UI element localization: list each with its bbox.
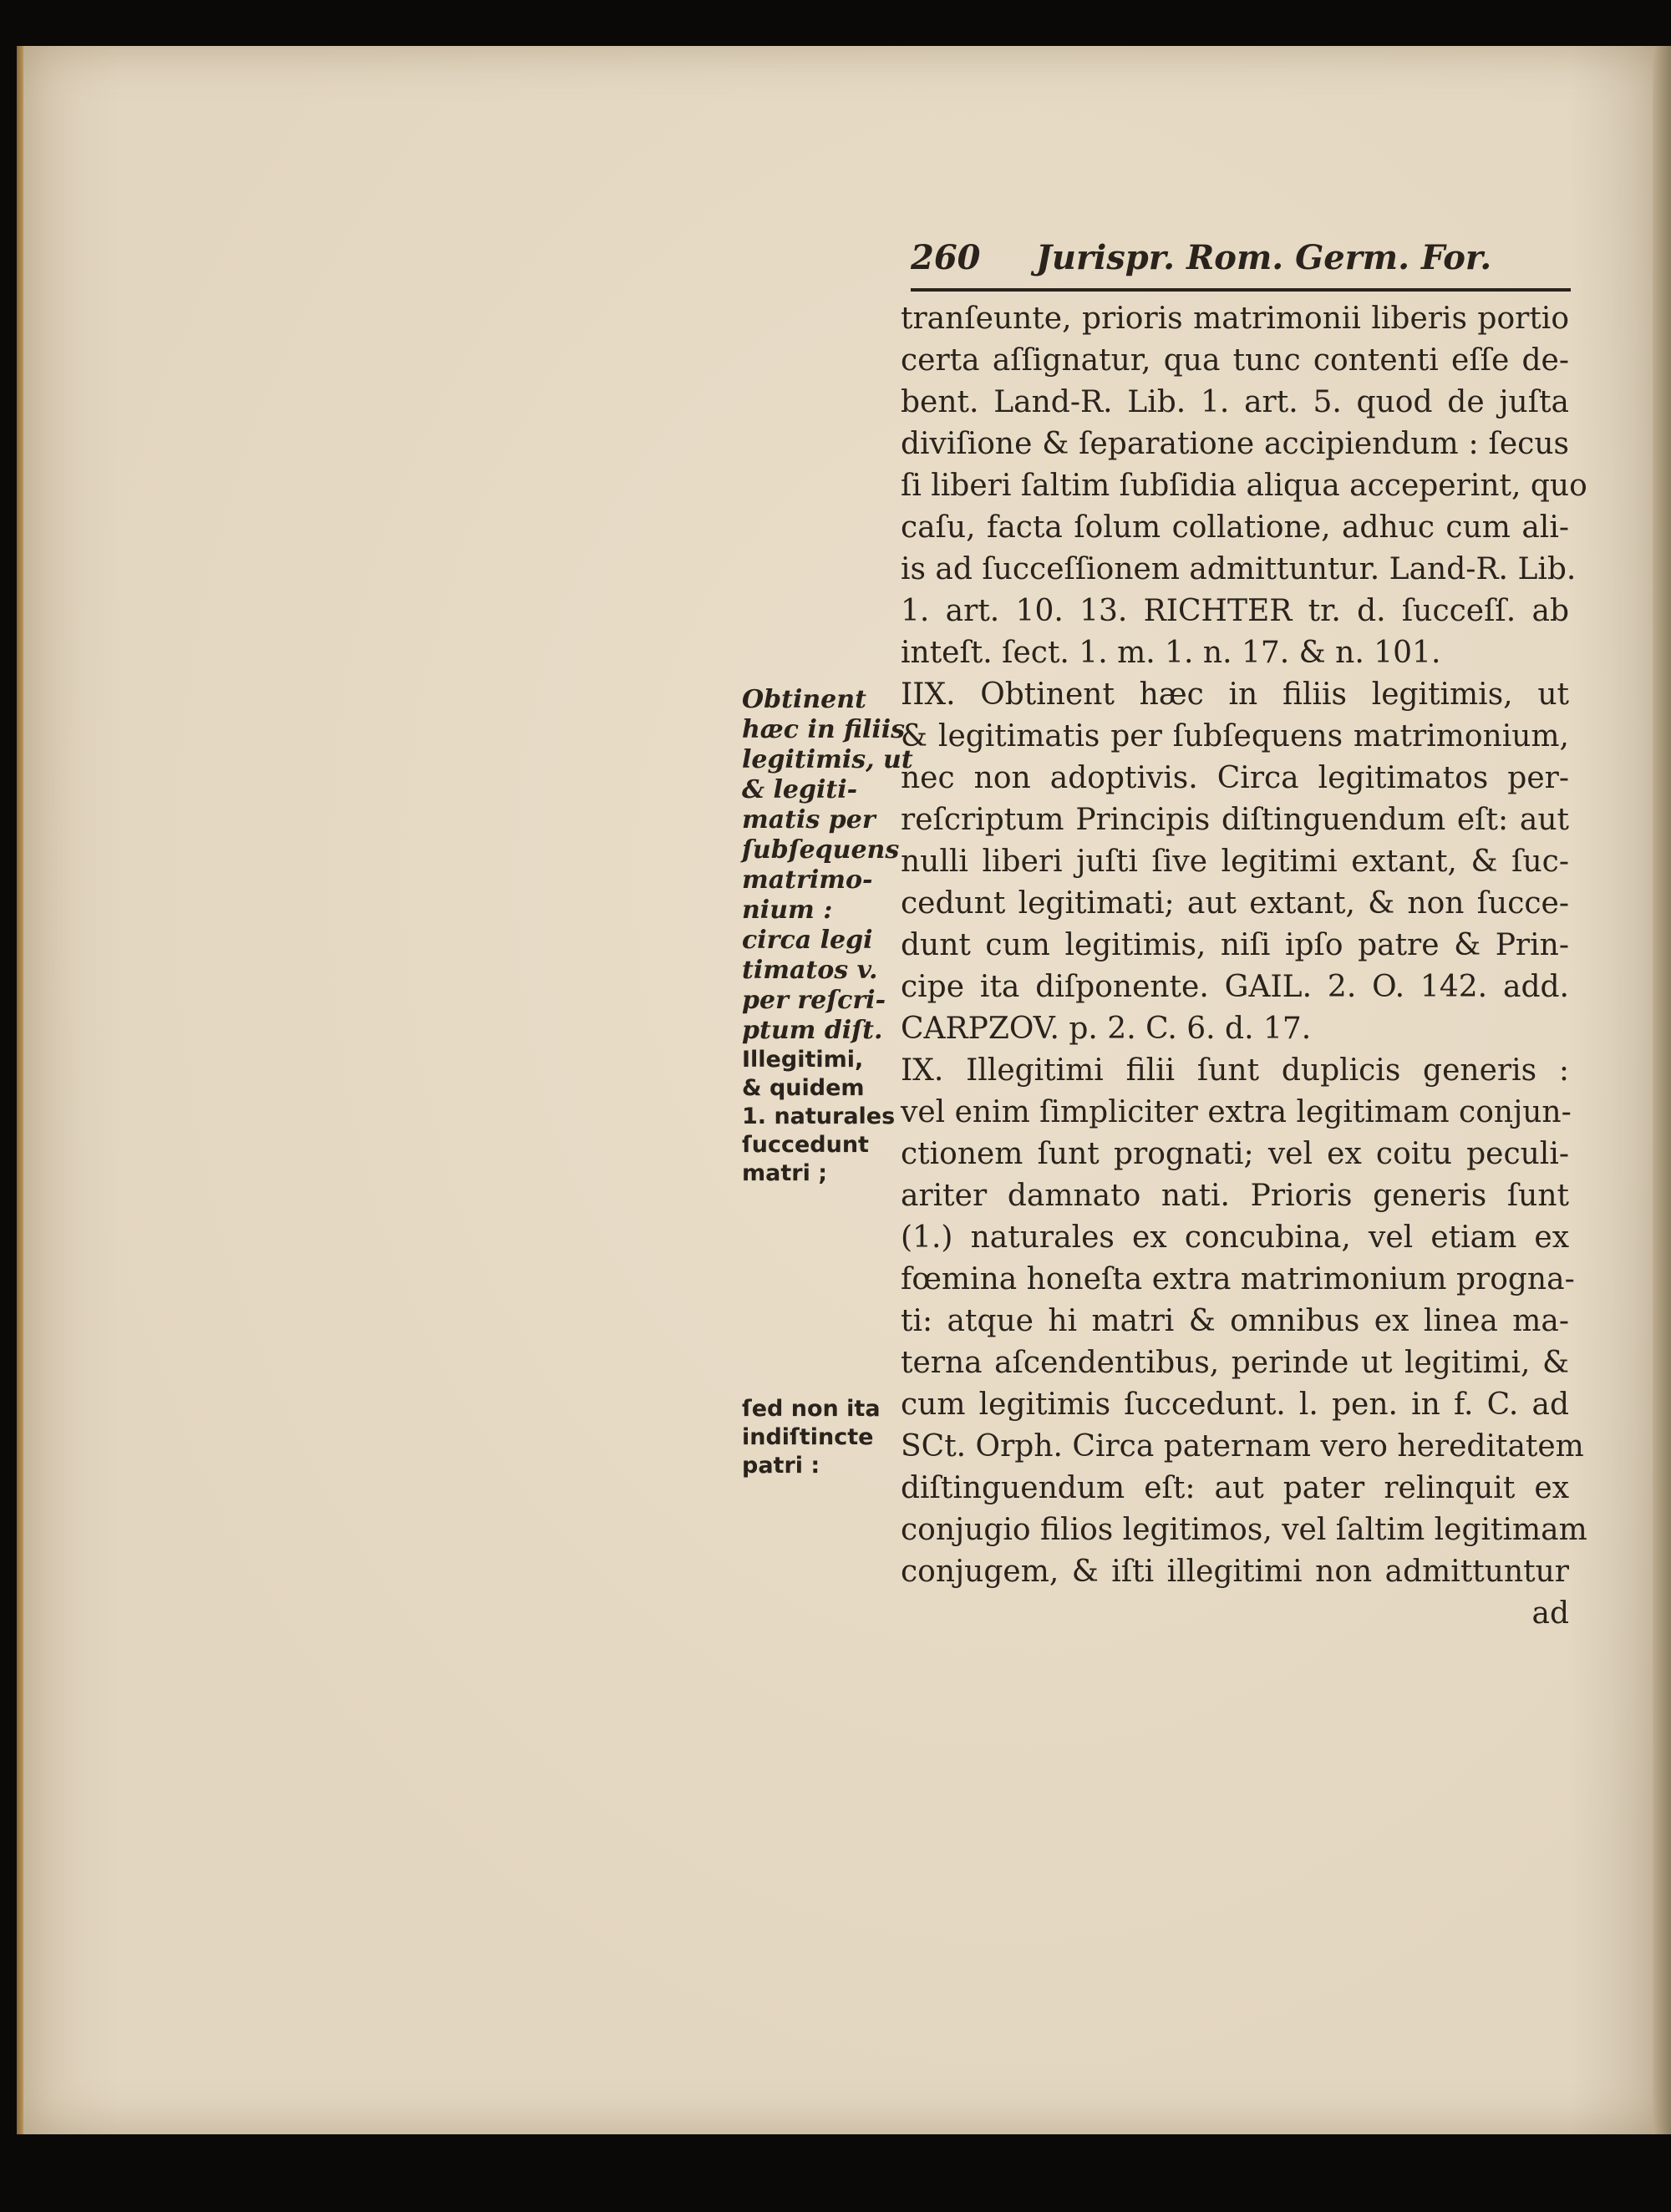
body-text xyxy=(901,298,1587,1635)
margin-note: & quidem xyxy=(742,1075,865,1101)
text-line: vel enim ſimpliciter extra legitimam conjun- xyxy=(901,1095,1572,1129)
text-line: tranſeunte, prioris matrimonii liberis portio xyxy=(901,302,1569,336)
text-line: diviſione & ſeparatione accipiendum : ſecus xyxy=(901,427,1569,461)
text-line: cipe ita diſponente. GAIL. 2. O. 142. add. xyxy=(901,970,1569,1004)
margin-note: Obtinent xyxy=(742,685,866,714)
text-line: nec non adoptivis. Circa legitimatos per- xyxy=(901,761,1569,795)
running-header xyxy=(911,238,1571,292)
text-line: SCt. Orph. Circa paternam vero hereditatem xyxy=(901,1429,1584,1464)
margin-note: Illegitimi, xyxy=(742,1047,864,1073)
margin-notes xyxy=(742,685,913,1480)
text-line: diſtinguendum eſt: aut pater relinquit ex xyxy=(901,1471,1569,1505)
margin-note: ſubſequens xyxy=(742,835,900,865)
text-line: ctionem ſunt prognati; vel ex coitu peculi- xyxy=(901,1137,1569,1171)
text-line: (1.) naturales ex concubina, vel etiam ex xyxy=(901,1220,1569,1255)
text-line: ſi liberi ſaltim ſubſidia aliqua acceperint, quo xyxy=(901,469,1587,503)
margin-note: circa legi xyxy=(742,926,873,955)
margin-note: matrimo- xyxy=(742,865,873,895)
margin-note: indiſtincte xyxy=(742,1424,874,1450)
margin-note: nium : xyxy=(742,895,833,925)
margin-gap xyxy=(742,1188,909,1395)
text-line: IIX. Obtinent hæc in filiis legitimis, ut xyxy=(901,677,1569,712)
margin-note: matis per xyxy=(742,805,876,835)
page-edge-right xyxy=(1653,46,1671,2134)
margin-note: timatos v. xyxy=(742,956,878,985)
margin-note: patri : xyxy=(742,1453,820,1479)
text-line: ariter damnato nati. Prioris generis ſunt xyxy=(901,1179,1569,1213)
margin-note: ſed non ita xyxy=(742,1396,881,1422)
text-line: terna aſcendentibus, perinde ut legitimi, & xyxy=(901,1346,1569,1380)
margin-note: ptum diſt. xyxy=(742,1016,883,1045)
text-line: 1. art. 10. 13. RICHTER tr. d. ſucceſſ. ab xyxy=(901,594,1569,628)
margin-note: per reſcri- xyxy=(742,986,886,1015)
text-line: conjugem, & iſti illegitimi non admittuntur xyxy=(901,1555,1569,1589)
text-line: inteſt. ſect. 1. m. 1. n. 17. & n. 101. xyxy=(901,636,1441,670)
margin-note: matri ; xyxy=(742,1160,828,1186)
page-number: 260 xyxy=(911,238,981,277)
text-line: caſu, facta ſolum collatione, adhuc cum ali- xyxy=(901,510,1569,545)
text-line: cum legitimis ſuccedunt. l. pen. in f. C. ad xyxy=(901,1388,1569,1422)
margin-note: hæc in filiis xyxy=(742,715,906,744)
catchword: ad xyxy=(1531,1596,1569,1631)
text-line: CARPZOV. p. 2. C. 6. d. 17. xyxy=(901,1012,1312,1046)
margin-note: 1. naturales xyxy=(742,1103,896,1129)
text-line: ti: atque hi matri & omnibus ex linea ma- xyxy=(901,1304,1569,1338)
text-line: nulli liberi juſti ſive legitimi extant, & ſuc- xyxy=(901,845,1569,879)
text-line: & legitimatis per ſubſequens matrimonium, xyxy=(901,719,1569,753)
text-line: certa aſſignatur, qua tunc contenti eſſe de- xyxy=(901,343,1569,378)
margin-note: legitimis, ut xyxy=(742,745,913,774)
margin-note: ſuccedunt xyxy=(742,1132,869,1158)
margin-note: & legiti- xyxy=(742,775,858,804)
text-line: cedunt legitimati; aut extant, & non ſucce- xyxy=(901,886,1569,921)
text-line: is ad ſucceſſionem admittuntur. Land-R. Lib. xyxy=(901,552,1577,586)
text-line: fœmina honeſta extra matrimonium progna- xyxy=(901,1262,1575,1296)
text-line: IX. Illegitimi filii ſunt duplicis generis : xyxy=(901,1053,1569,1088)
running-title: Jurispr. Rom. Germ. For. xyxy=(1036,238,1492,277)
text-line: reſcriptum Principis diſtinguendum eſt: aut xyxy=(901,803,1569,837)
text-line: dunt cum legitimis, niſi ipſo patre & Prin- xyxy=(901,928,1569,962)
text-line: bent. Land-R. Lib. 1. art. 5. quod de juſta xyxy=(901,385,1569,419)
text-line: conjugio filios legitimos, vel ſaltim legitimam xyxy=(901,1513,1587,1547)
